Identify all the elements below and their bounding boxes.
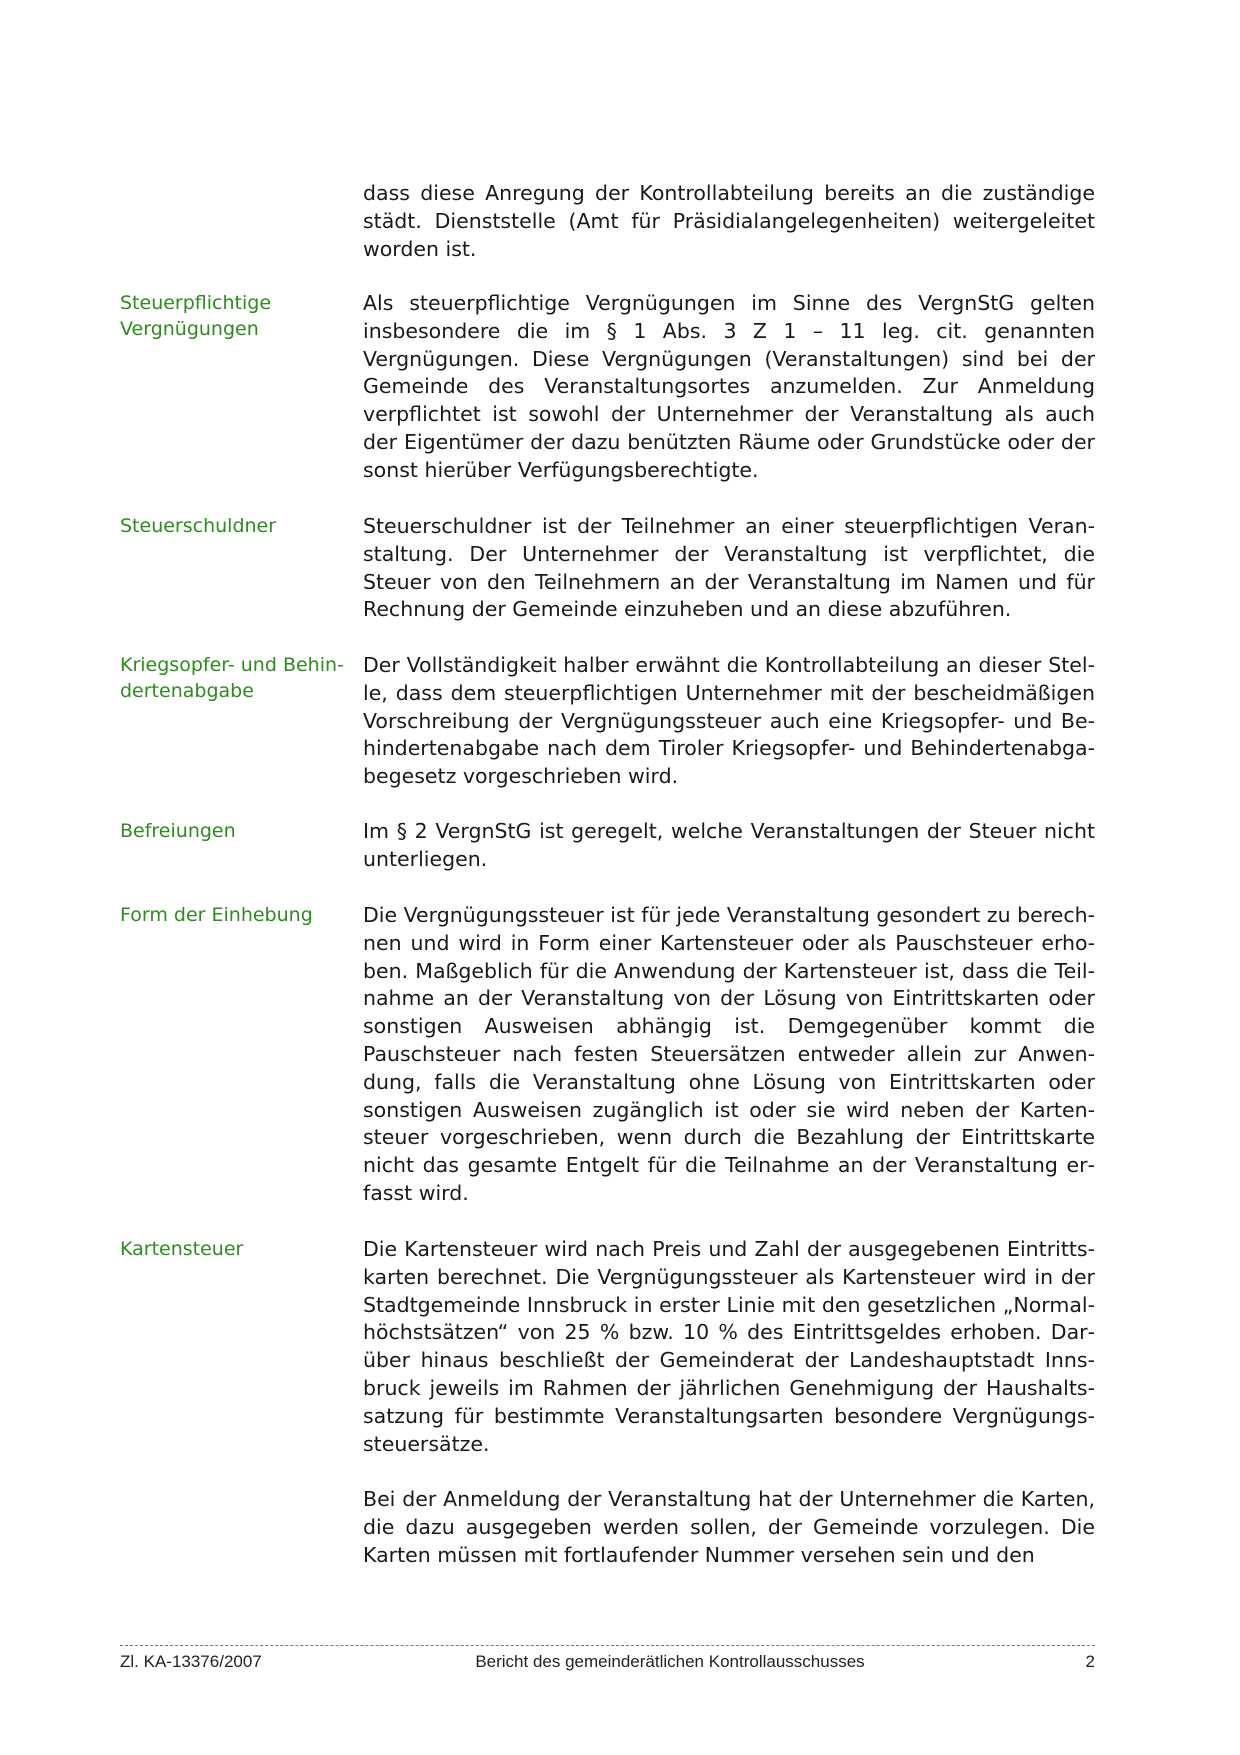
footer-reference: Zl. KA-13376/2007 (120, 1652, 262, 1671)
paragraph: Im § 2 VergnStG ist geregelt, welche Veranstaltungen der Steuer nicht unterliegen. (363, 819, 1095, 871)
page-number: 2 (1085, 1652, 1095, 1671)
paragraph: Die Kartensteuer wird nach Preis und Zahl der ausgegebenen Eintrittskarten berechnet. Die Vergnügungssteuer als Kartensteuer wird in der Stadtgemeinde Innsbruck in erster Linie mit den gesetzlichen „Normalhöchstsätzen“ von 25 % bzw. 10 % des Eintrittsgeldes erhoben. Darüber hinaus beschließt der Gemeinderat der Landeshauptstadt Innsbruck jeweils im Rahmen der jährlichen Genehmigung der Haushaltssatzung für bestimmte Veranstaltungsarten besondere Vergnügungssteuersätze. (363, 1237, 1095, 1456)
sidenote: Form der Einhebung (120, 904, 313, 926)
paragraph: Bei der Anmeldung der Veranstaltung hat der Unternehmer die Karten, die dazu ausgegeben werden sollen, der Gemeinde vorzulegen. Die Karten müssen mit fortlaufender Nummer versehen sein und den (363, 1487, 1095, 1567)
paragraph: Steuerschuldner ist der Teilnehmer an einer steuerpflichtigen Veranstaltung. Der Unternehmer der Veranstaltung ist verpflichtet, die Steuer von den Teilnehmern an der Veranstaltung im Namen und für Rechnung der Gemeinde einzuheben und an diese abzuführen. (363, 514, 1095, 622)
footer-title: Bericht des gemeinderätlichen Kontrollausschusses (475, 1652, 865, 1671)
sidenote: Kartensteuer (120, 1238, 244, 1260)
paragraph: Die Vergnügungssteuer ist für jede Veranstaltung gesondert zu berechnen und wird in Form einer Kartensteuer oder als Pauschsteuer erhoben. Maßgeblich für die Anwendung der Kartensteuer ist, dass die Teilnahme an der Veranstaltung von der Lösung von Eintrittskarten oder sonstigen Ausweisen abhängig ist. Demgegenüber kommt die Pauschsteuer nach festen Steuersätzen entweder allein zur Anwendung, falls die Veranstaltung ohne Lösung von Eintrittskarten oder sonstigen Ausweisen zugänglich ist oder sie wird neben der Kartensteuer vorgeschrieben, wenn durch die Bezahlung der Eintrittskarte nicht das gesamte Entgelt für die Teilnahme an der Veranstaltung erfasst wird. (363, 903, 1095, 1205)
sidenote: Steuerpflichtige Vergnügungen (120, 292, 272, 340)
sidenote: Befreiungen (120, 820, 236, 842)
footer-divider (120, 1645, 1095, 1646)
paragraph: Als steuerpflichtige Vergnügungen im Sinne des VergnStG gelten insbesondere die im § 1 Abs. 3 Z 1 – 11 leg. cit. genannten Vergnügungen. Diese Vergnügungen (Veranstaltungen) sind bei der Gemeinde des Veranstaltungsortes anzumelden. Zur Anmeldung verpflichtet ist sowohl der Unternehmer der Veranstaltung als auch der Eigentümer der dazu benützten Räume oder Grundstücke oder der sonst hierüber Verfügungsberechtigte. (363, 291, 1095, 482)
sidenote: Kriegsopfer- und Behindertenabgabe (120, 654, 344, 702)
sidenote: Steuerschuldner (120, 515, 277, 537)
paragraph: dass diese Anregung der Kontrollabteilung bereits an die zuständige städt. Dienststelle (Amt für Präsidialangelegenheiten) weitergeleitet worden ist. (363, 181, 1095, 261)
paragraph: Der Vollständigkeit halber erwähnt die Kontrollabteilung an dieser Stelle, dass dem steuerpflichtigen Unternehmer mit der bescheidmäßigen Vorschreibung der Vergnügungssteuer auch eine Kriegsopfer- und Behindertenabgabe nach dem Tiroler Kriegsopfer- und Behindertenabgabegesetz vorgeschrieben wird. (363, 653, 1095, 789)
